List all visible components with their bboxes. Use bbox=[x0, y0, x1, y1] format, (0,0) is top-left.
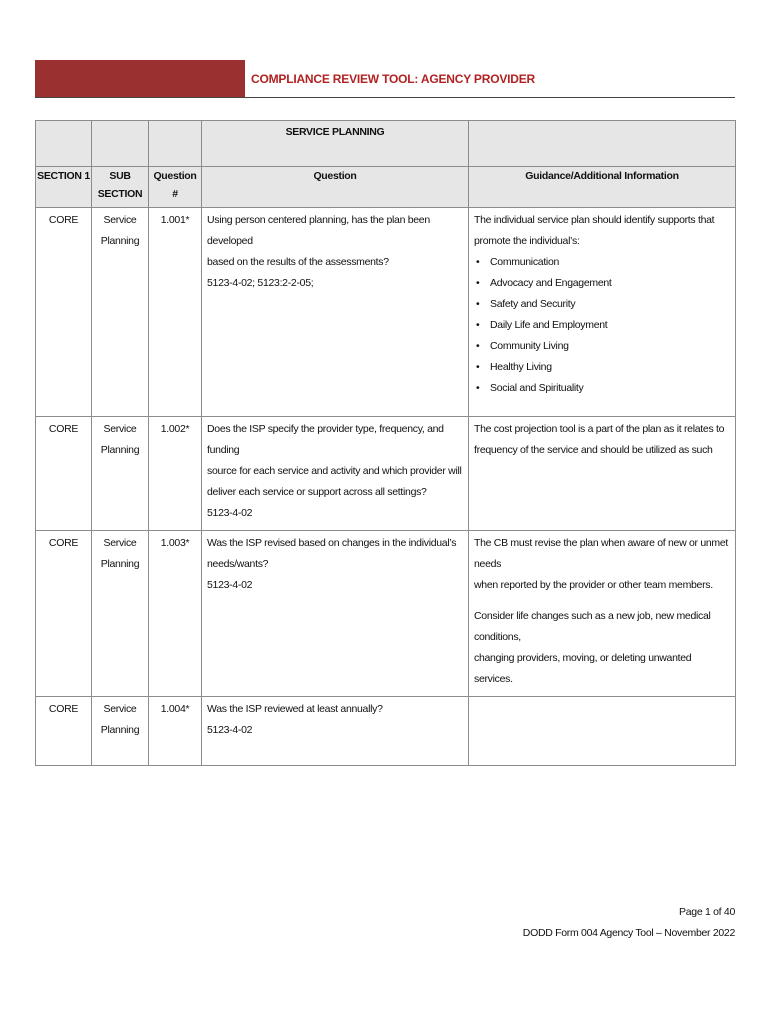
list-item: • Advocacy and Engagement bbox=[490, 273, 730, 294]
table-row bbox=[36, 697, 736, 766]
col-header-section: SECTION 1 bbox=[36, 167, 92, 208]
guidance-cell bbox=[469, 697, 736, 766]
question-cell: Does the ISP specify the provider type, frequency, and funding source for each service and activity and which provider will deliver each service or support across all settings? 5123-4-02 bbox=[202, 417, 469, 531]
section-cell: CORE bbox=[36, 697, 92, 766]
page-number: Page 1 of 40 bbox=[679, 906, 735, 918]
question-cell: Using person centered planning, has the plan been developed based on the results of the assessments? 5123-4-02; 5123:2-2-05; bbox=[202, 208, 469, 417]
document-title: COMPLIANCE REVIEW TOOL: AGENCY PROVIDER bbox=[251, 72, 536, 86]
column-header-row bbox=[36, 167, 736, 208]
section-band-label: SERVICE PLANNING bbox=[202, 121, 469, 167]
list-item: • Community Living bbox=[490, 336, 730, 357]
guidance-cell: The cost projection tool is a part of the plan as it relates to frequency of the service and should be utilized as such bbox=[469, 417, 736, 531]
subsection-cell: Service Planning bbox=[92, 417, 149, 531]
subsection-cell: Service Planning bbox=[92, 697, 149, 766]
page-header bbox=[35, 60, 735, 98]
subsection-cell: Service Planning bbox=[92, 531, 149, 697]
guidance-cell: The CB must revise the plan when aware of new or unmet needs when reported by the provider or other team members. Consider life changes such as a new job, new medical conditions, changing providers, moving, or deleting unwanted services. bbox=[469, 531, 736, 697]
col-header-question: Question bbox=[202, 167, 469, 208]
col-header-subsection: SUB SECTION bbox=[92, 167, 149, 208]
question-number-cell: 1.004* bbox=[149, 697, 202, 766]
list-item: • Daily Life and Employment bbox=[490, 315, 730, 336]
col-header-guidance: Guidance/Additional Information bbox=[469, 167, 736, 208]
section-band-row bbox=[36, 121, 736, 167]
list-item: • Communication bbox=[490, 252, 730, 273]
guidance-bullet-list bbox=[474, 252, 730, 399]
question-number-cell: 1.001* bbox=[149, 208, 202, 417]
section-cell: CORE bbox=[36, 208, 92, 417]
compliance-table bbox=[35, 120, 736, 766]
table-row bbox=[36, 531, 736, 697]
col-header-question-number: Question # bbox=[149, 167, 202, 208]
list-item: • Healthy Living bbox=[490, 357, 730, 378]
form-identifier: DODD Form 004 Agency Tool – November 2022 bbox=[522, 927, 735, 939]
guidance-cell: The individual service plan should identify supports that promote the individual’s: • Communication • Advocacy and Engagement • Safety and Security • Daily Life and Employment • Community Living • Healthy Living • Social and Spirituality bbox=[469, 208, 736, 417]
question-cell: Was the ISP revised based on changes in the individual’s needs/wants? 5123-4-02 bbox=[202, 531, 469, 697]
header-accent-block bbox=[35, 60, 245, 97]
section-cell: CORE bbox=[36, 417, 92, 531]
table-row bbox=[36, 417, 736, 531]
subsection-cell: Service Planning bbox=[92, 208, 149, 417]
question-cell: Was the ISP reviewed at least annually? 5123-4-02 bbox=[202, 697, 469, 766]
list-item: • Social and Spirituality bbox=[490, 378, 730, 399]
question-number-cell: 1.003* bbox=[149, 531, 202, 697]
question-number-cell: 1.002* bbox=[149, 417, 202, 531]
section-cell: CORE bbox=[36, 531, 92, 697]
list-item: • Safety and Security bbox=[490, 294, 730, 315]
table-row bbox=[36, 208, 736, 417]
page-footer bbox=[523, 902, 735, 944]
